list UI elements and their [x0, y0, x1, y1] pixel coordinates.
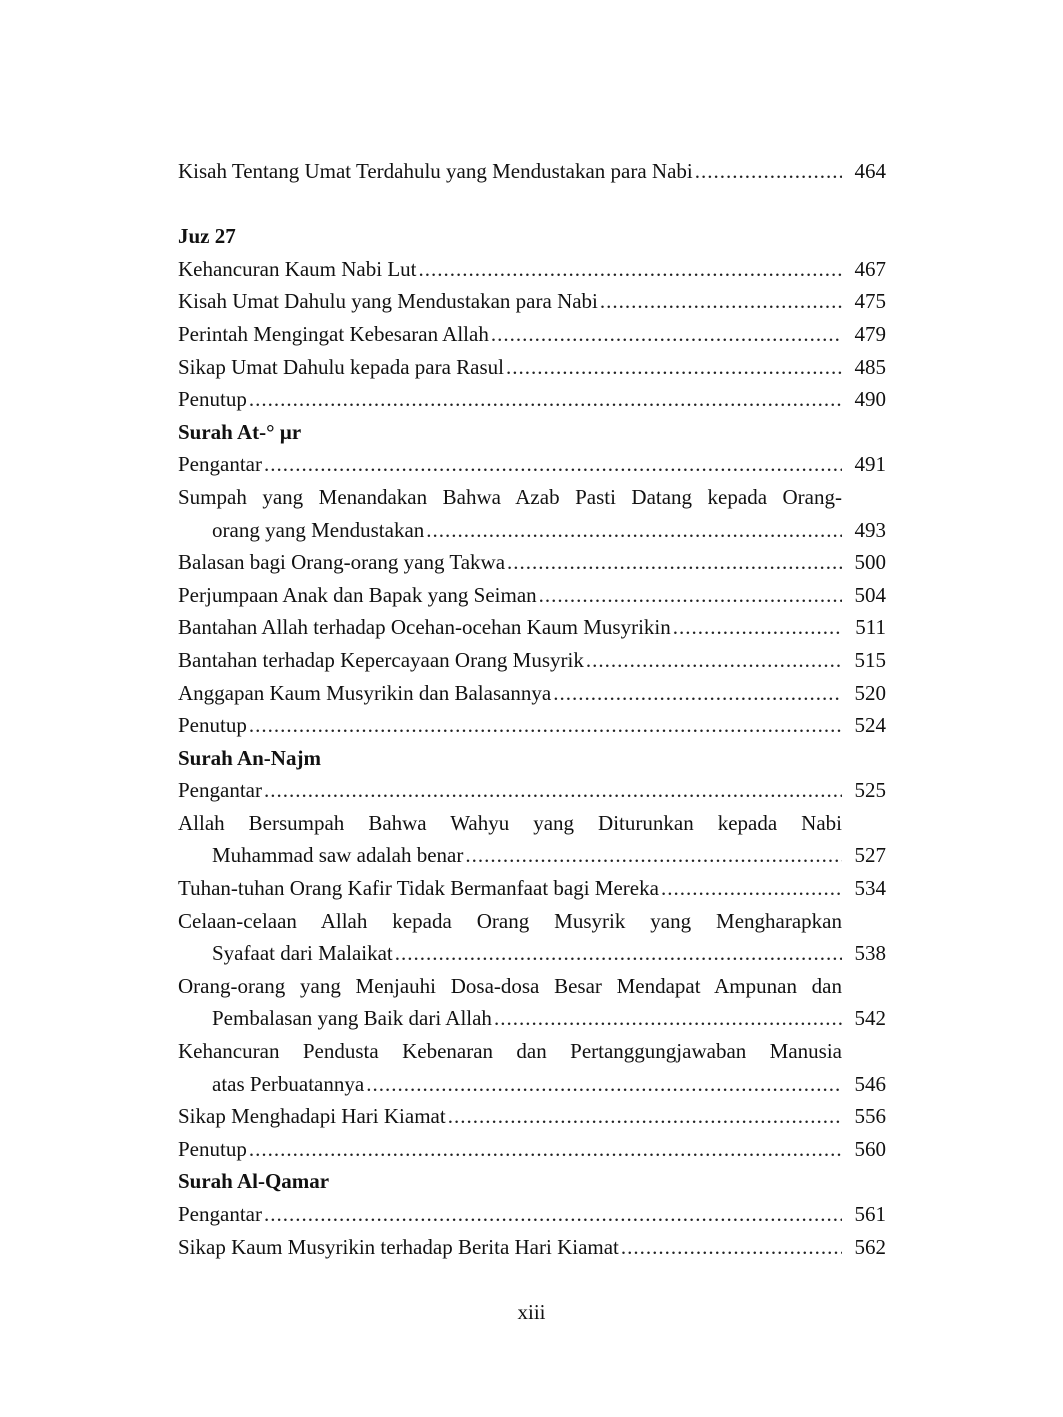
toc-entry[interactable]: [178, 1133, 886, 1166]
dot-leader: [621, 1231, 842, 1264]
section-heading-surah-al-qamar: Surah Al-Qamar: [178, 1169, 330, 1194]
toc-entry-title: Pengantar: [178, 1202, 262, 1226]
dot-leader: [264, 1198, 842, 1231]
toc-entry-page: 515: [854, 647, 886, 672]
toc-entry-page: 538: [854, 941, 886, 966]
toc-entry[interactable]: [178, 677, 886, 710]
toc-entry-title: Penutup: [178, 1136, 247, 1161]
toc-entry-page: 546: [854, 1071, 886, 1096]
toc-entry-page: 562: [854, 1234, 886, 1259]
section-gap: [178, 188, 886, 221]
toc-entry-page: 525: [854, 778, 886, 803]
page-number: xiii: [517, 1300, 546, 1324]
dot-leader: [661, 872, 842, 905]
dot-leader: [249, 1133, 842, 1166]
toc-entry-multiline[interactable]: [178, 807, 886, 872]
toc-entry-title: Anggapan Kaum Musyrikin dan Balasannya: [178, 680, 552, 705]
dot-leader: [249, 383, 842, 416]
toc-entry[interactable]: [178, 253, 886, 286]
toc-entry-page: 464: [854, 159, 886, 183]
toc-entry-title-line1: Allah Bersumpah Bahwa Wahyu yang Diturunkan kepada Nabi: [178, 810, 842, 835]
toc-entry-title: Kisah Tentang Umat Terdahulu yang Mendustakan para Nabi: [178, 159, 693, 183]
toc-entry[interactable]: [178, 1198, 886, 1231]
dot-leader: [395, 937, 842, 970]
toc-entry[interactable]: [178, 546, 886, 579]
toc-entry-title: Sikap Kaum Musyrikin terhadap Berita Hari Kiamat: [178, 1234, 619, 1259]
toc-entry[interactable]: [178, 872, 886, 905]
toc-entry-title: Perjumpaan Anak dan Bapak yang Seiman: [178, 582, 537, 607]
dot-leader: [539, 579, 842, 612]
toc-entry-title: Sikap Umat Dahulu kepada para Rasul: [178, 354, 504, 379]
toc-entry-page: 491: [854, 452, 886, 477]
section-heading-juz-27: Juz 27: [178, 224, 236, 249]
toc-entry-title-line2: Syafaat dari Malaikat: [212, 941, 393, 966]
section-heading-surah-an-najm: Surah An-Najm: [178, 745, 321, 770]
toc-entry[interactable]: [178, 709, 886, 742]
dot-leader: [673, 611, 842, 644]
toc-entry-page: 485: [854, 354, 886, 379]
section-heading-surah-at-tur: Surah At-° µr: [178, 419, 302, 444]
dot-leader: [506, 351, 842, 384]
toc-entry-page: 520: [854, 680, 886, 705]
dot-leader: [553, 677, 842, 710]
toc-entry-title: Kisah Umat Dahulu yang Mendustakan para Nabi: [178, 289, 598, 314]
toc-entry[interactable]: [178, 1100, 886, 1133]
toc-entry-title-line1: Sumpah yang Menandakan Bahwa Azab Pasti Datang kepada Orang-: [178, 484, 842, 509]
toc-entry[interactable]: [178, 383, 886, 416]
toc-entry-page: 490: [854, 387, 886, 412]
dot-leader: [249, 709, 842, 742]
toc-entry-multiline[interactable]: [178, 481, 886, 546]
dot-leader: [491, 318, 842, 351]
dot-leader: [586, 644, 842, 677]
toc-entry-title-line2: orang yang Mendustakan: [212, 517, 425, 542]
table-of-contents: [178, 155, 886, 1263]
toc-entry-title-line1: Kehancuran Pendusta Kebenaran dan Pertanggungjawaban Manusia: [178, 1039, 842, 1064]
toc-entry-page: 524: [854, 713, 886, 738]
toc-entry-page: 542: [854, 1006, 886, 1031]
toc-entry-title: Kehancuran Kaum Nabi Lut: [178, 256, 417, 281]
toc-entry-page: 504: [854, 582, 886, 607]
toc-entry-title-line2: atas Perbuatannya: [212, 1071, 365, 1096]
toc-entry-title: Bantahan Allah terhadap Ocehan-ocehan Kaum Musyrikin: [178, 615, 671, 640]
dot-leader: [426, 514, 842, 547]
toc-entry-title: Bantahan terhadap Kepercayaan Orang Musyrik: [178, 647, 584, 672]
toc-entry-title-line2: Muhammad saw adalah benar: [212, 843, 464, 868]
toc-entry[interactable]: [178, 1231, 886, 1264]
toc-entry[interactable]: [178, 579, 886, 612]
toc-entry-multiline[interactable]: [178, 905, 886, 970]
toc-entry-title-line1: Celaan-celaan Allah kepada Orang Musyrik yang Mengharapkan: [178, 908, 842, 933]
toc-entry-title: Pengantar: [178, 778, 262, 803]
dot-leader: [600, 285, 842, 318]
dot-leader: [264, 774, 842, 807]
toc-entry-page: 493: [854, 517, 886, 542]
toc-entry-multiline[interactable]: [178, 1035, 886, 1100]
toc-entry-page: 475: [854, 289, 886, 314]
toc-entry-title: Penutup: [178, 713, 247, 738]
toc-entry[interactable]: [178, 644, 886, 677]
toc-entry-page: 511: [855, 615, 886, 640]
toc-entry-title: Penutup: [178, 387, 247, 412]
toc-entry-title: Sikap Menghadapi Hari Kiamat: [178, 1104, 446, 1129]
toc-entry-page: 527: [854, 843, 886, 868]
toc-entry-page: 556: [854, 1104, 886, 1129]
toc-entry-page: 467: [854, 256, 886, 281]
dot-leader: [366, 1068, 842, 1101]
toc-entry-page: 534: [854, 876, 886, 901]
toc-entry[interactable]: [178, 611, 886, 644]
toc-entry[interactable]: [178, 351, 886, 384]
toc-entry[interactable]: [178, 448, 886, 481]
toc-entry[interactable]: [178, 155, 886, 188]
toc-entry-title: Balasan bagi Orang-orang yang Takwa: [178, 550, 506, 575]
dot-leader: [465, 839, 842, 872]
toc-entry-title: Perintah Mengingat Kebesaran Allah: [178, 321, 489, 346]
toc-entry-page: 479: [854, 321, 886, 346]
dot-leader: [507, 546, 842, 579]
toc-entry-title: Tuhan-tuhan Orang Kafir Tidak Bermanfaat bagi Mereka: [178, 876, 659, 901]
toc-entry[interactable]: [178, 318, 886, 351]
toc-entry[interactable]: [178, 774, 886, 807]
toc-entry-title-line2: Pembalasan yang Baik dari Allah: [212, 1006, 492, 1031]
toc-entry-multiline[interactable]: [178, 970, 886, 1035]
toc-entry-page: 560: [854, 1136, 886, 1161]
dot-leader: [419, 253, 843, 286]
toc-entry-title-line1: Orang-orang yang Menjauhi Dosa-dosa Besar Mendapat Ampunan dan: [178, 973, 842, 998]
dot-leader: [264, 448, 842, 481]
dot-leader: [448, 1100, 842, 1133]
dot-leader: [695, 155, 842, 188]
toc-entry-page: 561: [854, 1202, 886, 1226]
toc-entry-page: 500: [854, 550, 886, 575]
toc-entry-title: Pengantar: [178, 452, 262, 477]
dot-leader: [494, 1002, 842, 1035]
toc-entry[interactable]: [178, 285, 886, 318]
